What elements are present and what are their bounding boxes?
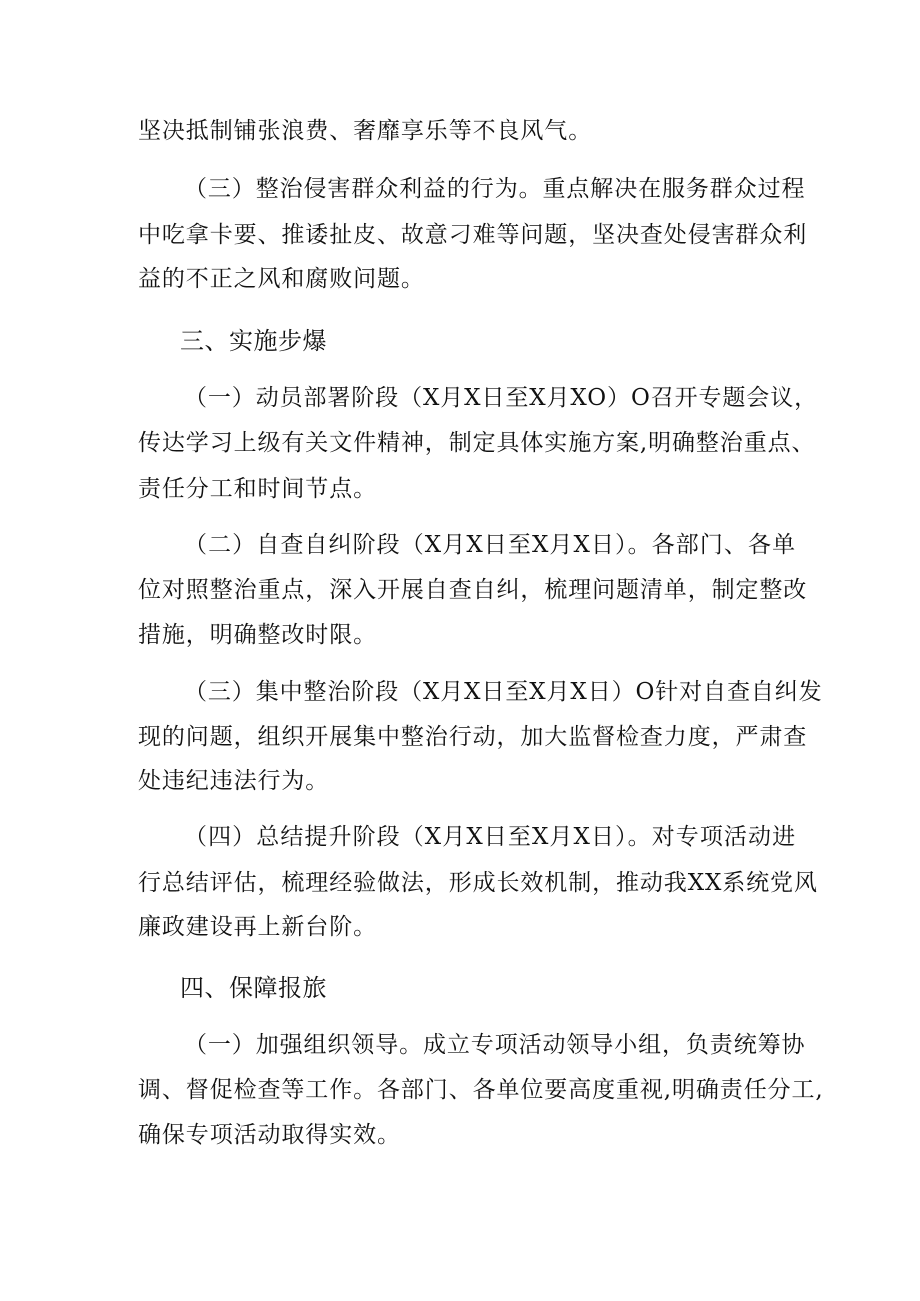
paragraph-line: 位对照整治重点，深入开展自查自纠，梳理问题清单，制定整改 bbox=[138, 577, 808, 603]
section-heading: 三、实施步爆 bbox=[180, 327, 327, 355]
paragraph-line: 调、督促检查等工作。各部门、各单位要高度重视,明确责任分工, bbox=[138, 1077, 824, 1103]
paragraph-line: 传达学习上级有关文件精神，制定具体实施方案,明确整治重点、 bbox=[138, 430, 816, 456]
paragraph-line: 坚决抵制铺张浪费、奢靡享乐等不良风气。 bbox=[138, 118, 593, 144]
paragraph-line: 责任分工和时间节点。 bbox=[138, 476, 377, 502]
paragraph-line: 措施，明确整改时限。 bbox=[138, 622, 377, 648]
paragraph-line: （三）整治侵害群众利益的行为。重点解决在服务群众过程 bbox=[184, 176, 806, 202]
paragraph-line: 确保专项活动取得实效。 bbox=[138, 1122, 401, 1148]
paragraph-line: （一）动员部署阶段（X月X日至X月XO）O召开专题会议， bbox=[184, 385, 819, 411]
paragraph-line: 益的不正之风和腐败问题。 bbox=[138, 266, 425, 292]
paragraph-line: （四）总结提升阶段（X月X日至X月X日）。对专项活动进 bbox=[184, 824, 796, 850]
paragraph-line: （一）加强组织领导。成立专项活动领导小组，负责统筹协 bbox=[184, 1032, 806, 1058]
paragraph-line: 中吃拿卡要、推诿扯皮、故意刁难等问题，坚决查处侵害群众利 bbox=[138, 222, 808, 248]
section-heading: 四、保障报旅 bbox=[180, 974, 327, 1002]
paragraph-line: （二）自查自纠阶段（X月X日至X月X日）。各部门、各单 bbox=[184, 532, 796, 558]
paragraph-line: 廉政建设再上新台阶。 bbox=[138, 914, 377, 940]
paragraph-line: （三）集中整治阶段（X月X日至X月X日）O针对自查自纠发 bbox=[184, 679, 823, 705]
paragraph-line: 现的问题，组织开展集中整治行动，加大监督检查力度，严肃查 bbox=[138, 724, 808, 750]
paragraph-line: 处违纪违法行为。 bbox=[138, 768, 330, 794]
paragraph-line: 行总结评估，梳理经验做法，形成长效机制，推动我XX系统党风 bbox=[138, 870, 818, 896]
